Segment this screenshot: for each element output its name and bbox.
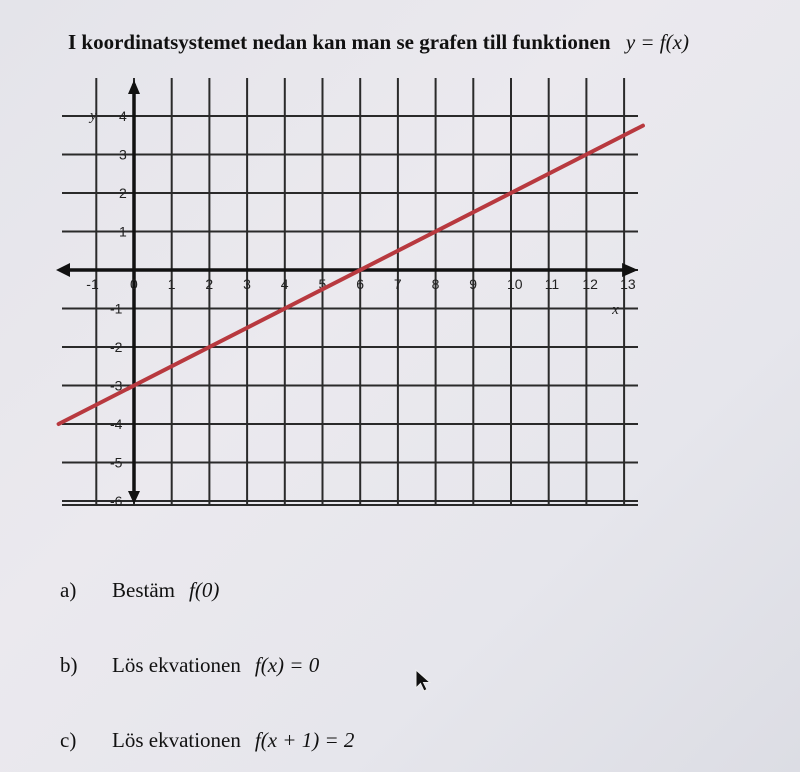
- x-tick-label: -1: [86, 276, 99, 292]
- x-tick-label: 13: [620, 276, 636, 292]
- y-tick-label: 2: [119, 185, 127, 201]
- question-c: [60, 728, 354, 753]
- y-tick-label: -1: [110, 300, 123, 317]
- x-tick-label: 7: [393, 276, 402, 292]
- question-text: Bestäm: [112, 578, 175, 602]
- y-axis-arrow-icon: [128, 80, 140, 94]
- y-axis-down-arrow-icon: [128, 491, 140, 504]
- x-tick-label: 5: [318, 276, 327, 292]
- function-label: y = f(x): [625, 30, 689, 54]
- x-tick-label: 2: [205, 276, 214, 292]
- function-graph-line: [59, 126, 643, 424]
- intro-sentence: I koordinatsystemet nedan kan man se grafen till funktionen: [68, 30, 611, 54]
- x-tick-label: 9: [469, 276, 478, 292]
- y-tick-label: 3: [119, 146, 127, 163]
- x-tick-label: 8: [431, 276, 440, 292]
- x-tick-label: 12: [582, 276, 598, 292]
- question-text: Lös ekvationen: [112, 728, 241, 752]
- y-tick-label: -3: [110, 377, 123, 394]
- question-letter: b): [60, 653, 78, 677]
- series-lines: [59, 126, 643, 424]
- y-tick-label: -4: [110, 416, 123, 432]
- question-math: f(x + 1) = 2: [254, 728, 355, 752]
- x-tick-label: 3: [243, 276, 251, 292]
- y-tick-label: -2: [110, 339, 123, 355]
- question-math: f(x) = 0: [254, 653, 320, 677]
- x-axis-left-arrow-icon: [56, 263, 70, 277]
- question-b: [60, 653, 319, 678]
- y-tick-label: 1: [119, 223, 127, 240]
- question-letter: c): [60, 728, 77, 752]
- x-axis-name: x: [612, 302, 619, 318]
- mouse-pointer-icon: [414, 668, 434, 694]
- axes: [56, 80, 638, 504]
- y-tick-label: 4: [119, 108, 127, 124]
- x-tick-label: 4: [280, 276, 289, 292]
- x-axis-arrow-icon: [622, 263, 638, 277]
- question-a: [60, 578, 219, 603]
- x-tick-label: 11: [544, 276, 560, 292]
- question-text: Lös ekvationen: [112, 653, 241, 677]
- y-axis-name: y: [90, 108, 97, 124]
- y-tick-label: -5: [110, 454, 123, 471]
- y-tick-label: -6: [110, 493, 123, 509]
- x-tick-label: 6: [356, 276, 364, 292]
- question-letter: a): [60, 578, 77, 602]
- question-math: f(0): [189, 578, 220, 602]
- x-tick-label: 0: [130, 276, 138, 292]
- x-tick-label: 10: [507, 276, 523, 292]
- x-tick-label: 1: [167, 276, 176, 292]
